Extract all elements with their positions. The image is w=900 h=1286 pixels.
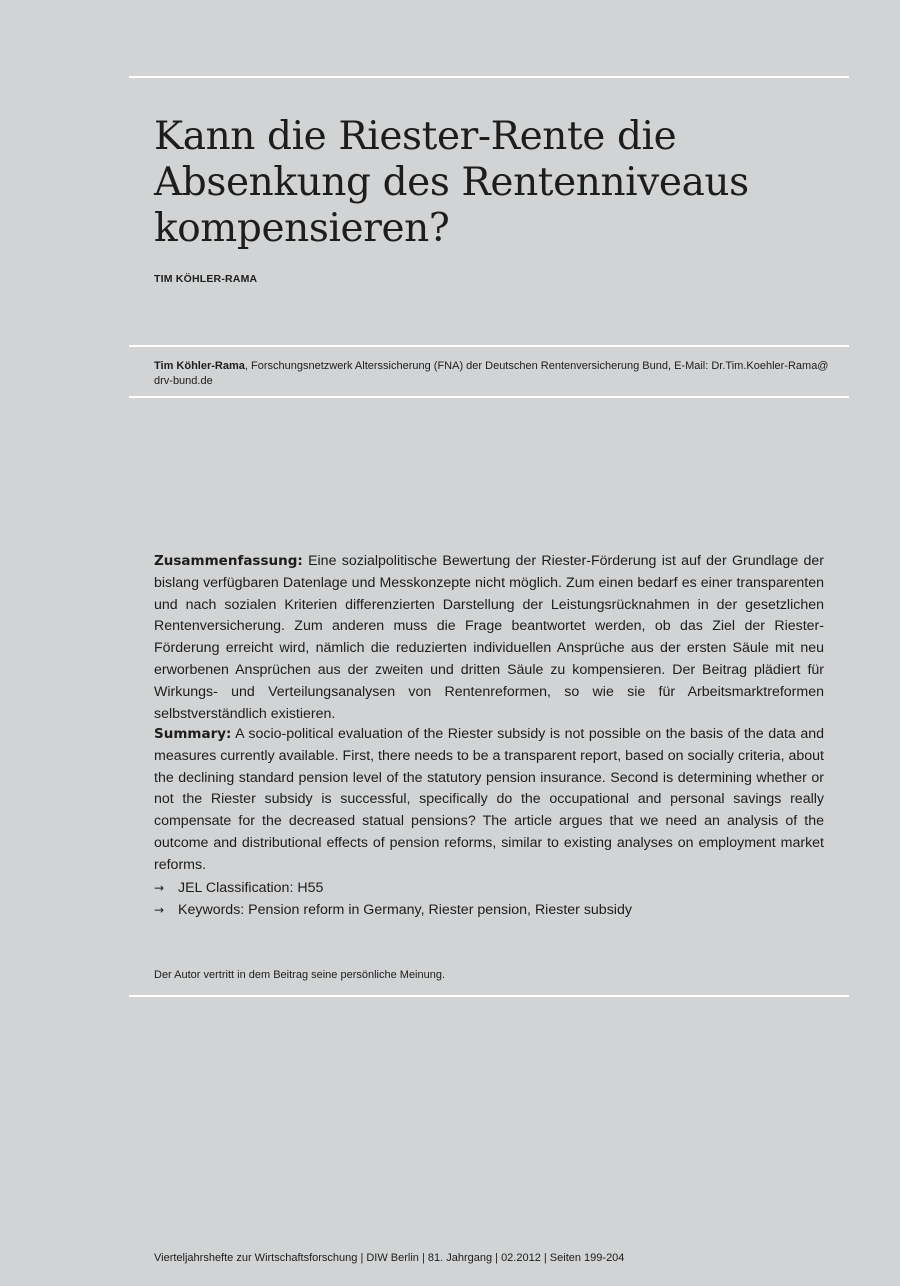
author-name: TIM KÖHLER-RAMA: [154, 273, 258, 285]
arrow-right-icon: →: [154, 881, 165, 895]
affiliation-details: , Forschungsnetzwerk Alterssicherung (FNA) der Deutschen Rentenversicherung Bund, E-Mail: Dr.Tim.Koehler-Rama@ drv-bund.de: [154, 360, 829, 387]
article-title: Kann die Riester-Rente die Absenkung des Rentenniveaus kompensieren?: [154, 114, 749, 251]
list-item: [154, 899, 632, 921]
abstract-english: [154, 724, 824, 877]
bottom-rule: [129, 995, 849, 997]
affiliation-name: Tim Köhler-Rama: [154, 360, 245, 372]
journal-footer: Vierteljahrshefte zur Wirtschaftsforschung | DIW Berlin | 81. Jahrgang | 02.2012 | Seiten 199-204: [154, 1252, 625, 1264]
keywords-text: Keywords: Pension reform in Germany, Riester pension, Riester subsidy: [178, 902, 632, 918]
keyword-list: [154, 877, 632, 921]
abstract-english-text: A socio-political evaluation of the Riester subsidy is not possible on the basis of the data and measures currently available. First, there needs to be a transparent report, based on socially criteria, about the declining standard pension level of the statutory pension insurance. Second is determining whether or not the Riester subsidy is successful, specifically do the occupational and personal savings really compensate for the decreased statual pensions? The article argues that we need an analysis of the outcome and distributional effects of pension reforms, similar to existing analyses on employment market reforms.: [154, 726, 824, 873]
author-affiliation: [154, 359, 834, 389]
abstract-german: [154, 551, 824, 725]
affiliation-bottom-rule: [129, 396, 849, 398]
author-disclaimer: Der Autor vertritt in dem Beitrag seine persönliche Meinung.: [154, 969, 446, 981]
abstract-german-label: Zusammenfassung:: [154, 553, 303, 569]
affiliation-top-rule: [129, 345, 849, 347]
arrow-right-icon: →: [154, 903, 165, 917]
list-item: [154, 877, 632, 899]
abstract-english-label: Summary:: [154, 726, 232, 742]
top-rule: [129, 76, 849, 78]
abstract-german-text: Eine sozialpolitische Bewertung der Riester-Förderung ist auf der Grundlage der bislang verfügbaren Datenlage und Messkonzepte nicht möglich. Zum einen bedarf es einer transparenten und nach sozialen Kriterien differenzierten Darstellung der Leistungsrücknahmen in der gesetzlichen Rentenversicherung. Zum anderen muss die Frage beantwortet werden, ob das Ziel der Riester-Förderung erreicht wird, nämlich die reduzierten individuellen Ansprüche aus der ersten Säule mit neu erworbenen Ansprüchen aus der zweiten und dritten Säule zu kompensieren. Der Beitrag plädiert für Wirkungs- und Verteilungsanalysen von Rentenreformen, so wie sie für Arbeitsmarktreformen selbstverständlich existieren.: [154, 553, 824, 722]
jel-classification: JEL Classification: H55: [178, 880, 324, 896]
